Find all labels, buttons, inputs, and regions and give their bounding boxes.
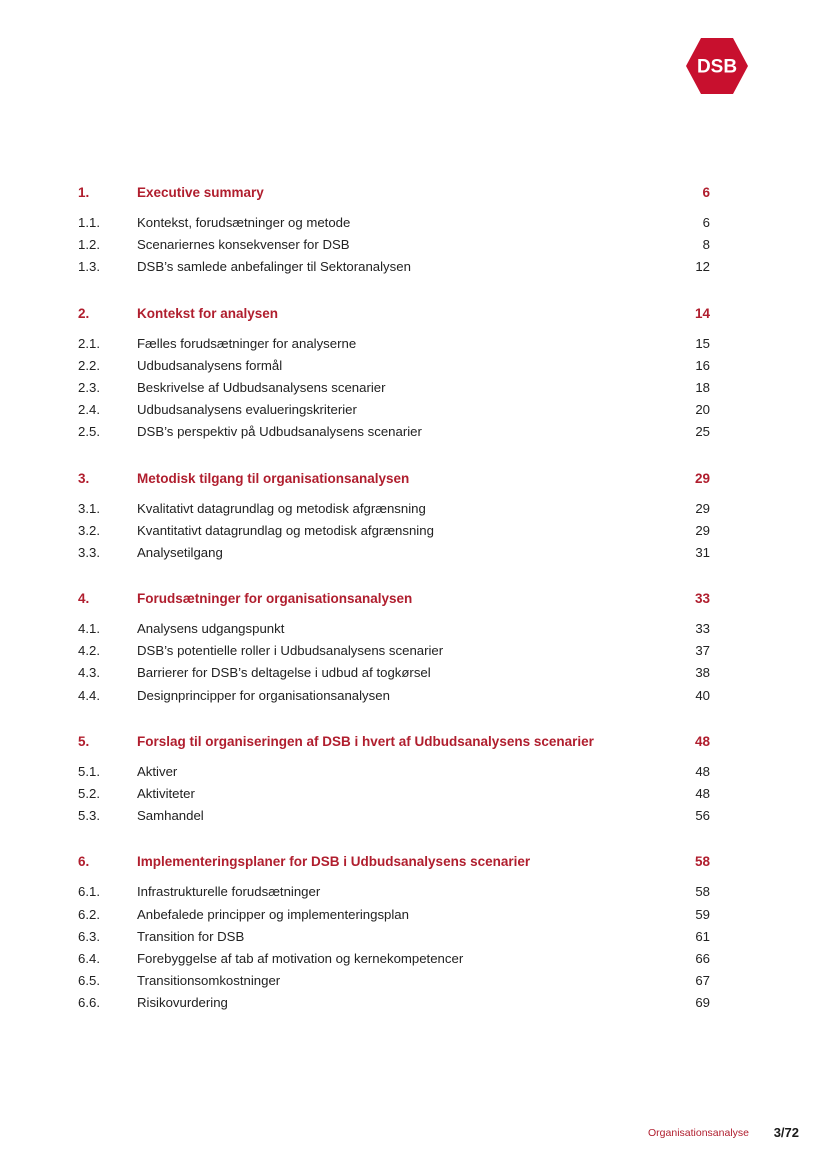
toc-section	[78, 734, 710, 831]
entry-number: 4.1.	[78, 621, 100, 637]
page-footer	[0, 1125, 827, 1145]
entry-number: 2.3.	[78, 379, 100, 395]
toc-section	[78, 471, 710, 568]
entry-page: 8	[702, 237, 710, 253]
entry-number: 3.1.	[78, 500, 100, 516]
section-page: 58	[694, 854, 710, 870]
entry-number: 3.2.	[78, 522, 100, 538]
entry-page: 6	[702, 215, 710, 230]
section-title: Forslag til organiseringen af DSB i hvert af Udbudsanalysens scenarier	[137, 733, 594, 749]
toc-entry[interactable]	[78, 621, 710, 643]
section-page: 48	[694, 733, 710, 749]
entry-number: 5.2.	[78, 786, 100, 801]
entry-page: 38	[695, 665, 710, 681]
entry-title: Anbefalede principper og implementeringsplan	[137, 906, 409, 922]
entry-number: 1.2.	[78, 237, 100, 253]
toc-entry[interactable]	[78, 358, 710, 380]
entry-page: 56	[695, 808, 710, 824]
entry-title: DSB’s perspektiv på Udbudsanalysens scenarier	[137, 424, 422, 440]
section-title: Forudsætninger for organisationsanalysen	[137, 591, 413, 607]
toc-entry[interactable]	[78, 786, 710, 808]
toc-entry[interactable]	[78, 545, 710, 567]
entry-title: Udbudsanalysens evalueringskriterier	[137, 402, 357, 418]
entry-title: Aktiver	[137, 763, 178, 779]
entry-number: 2.5.	[78, 424, 100, 440]
entry-title: Analysens udgangspunkt	[137, 621, 285, 637]
toc-entry[interactable]	[78, 973, 710, 995]
dsb-logo-text: DSB	[696, 56, 738, 78]
entry-page: 59	[695, 906, 710, 922]
entry-page: 66	[695, 950, 710, 966]
entry-title: Transition for DSB	[137, 928, 245, 944]
entry-title: Samhandel	[137, 808, 204, 824]
entry-number: 4.2.	[78, 643, 100, 659]
toc-section	[78, 591, 710, 710]
toc-entry[interactable]	[78, 643, 710, 665]
section-number: 5.	[78, 733, 90, 749]
entry-number: 5.3.	[78, 808, 100, 824]
entry-page: 20	[695, 402, 710, 418]
entry-page: 12	[695, 259, 710, 275]
entry-page: 16	[695, 357, 710, 373]
entry-page: 18	[695, 379, 710, 395]
toc-entry[interactable]	[78, 402, 710, 424]
entry-title: Scenariernes konsekvenser for DSB	[137, 237, 350, 253]
entry-title: Udbudsanalysens formål	[137, 357, 283, 373]
entry-number: 4.3.	[78, 665, 100, 681]
section-page: 14	[694, 305, 710, 321]
entry-page: 48	[695, 763, 710, 779]
toc-entry[interactable]	[78, 380, 710, 402]
section-page: 6	[702, 185, 710, 200]
toc-section-heading[interactable]	[78, 471, 710, 493]
section-number: 6.	[78, 854, 90, 870]
toc-entry[interactable]	[78, 764, 710, 786]
entry-page: 40	[695, 687, 710, 703]
entry-number: 6.2.	[78, 906, 100, 922]
entry-title: Fælles forudsætninger for analyserne	[137, 335, 357, 351]
entry-number: 3.3.	[78, 544, 100, 560]
entry-title: DSB’s potentielle roller i Udbudsanalysens scenarier	[137, 643, 444, 659]
entry-page: 29	[695, 522, 710, 538]
entry-number: 6.1.	[78, 884, 100, 900]
toc-section	[78, 306, 710, 447]
entry-page: 37	[695, 643, 710, 659]
section-page: 29	[694, 470, 710, 486]
entry-page: 48	[695, 786, 710, 801]
toc-section-heading[interactable]	[78, 854, 710, 876]
section-number: 1.	[78, 185, 90, 200]
toc-entry[interactable]	[78, 688, 710, 710]
entry-page: 67	[695, 973, 710, 989]
entry-page: 69	[695, 995, 710, 1011]
toc-entry[interactable]	[78, 665, 710, 687]
dsb-logo-mark	[686, 38, 748, 94]
toc-section-heading[interactable]	[78, 591, 710, 613]
footer-page-number: 3/72	[773, 1125, 799, 1140]
entry-title: Kvalitativt datagrundlag og metodisk afgrænsning	[137, 500, 426, 516]
entry-title: Risikovurdering	[137, 995, 228, 1011]
entry-number: 2.2.	[78, 357, 100, 373]
entry-title: Infrastrukturelle forudsætninger	[137, 884, 321, 900]
toc-section	[78, 854, 710, 1017]
entry-title: Aktiviteter	[137, 786, 195, 801]
entry-number: 2.4.	[78, 402, 100, 418]
entry-number: 6.6.	[78, 995, 100, 1011]
entry-title: Kontekst, forudsætninger og metode	[137, 215, 351, 230]
section-number: 4.	[78, 591, 90, 607]
entry-title: Kvantitativt datagrundlag og metodisk afgrænsning	[137, 522, 434, 538]
entry-number: 6.3.	[78, 928, 100, 944]
entry-title: Analysetilgang	[137, 544, 223, 560]
entry-number: 5.1.	[78, 763, 100, 779]
entry-page: 33	[695, 621, 710, 637]
toc-entry[interactable]	[78, 215, 710, 237]
entry-title: Forebyggelse af tab af motivation og kernekompetencer	[137, 950, 464, 966]
section-title: Executive summary	[137, 185, 264, 200]
toc-entry[interactable]	[78, 501, 710, 523]
entry-page: 31	[695, 544, 710, 560]
toc-entry[interactable]	[78, 808, 710, 830]
toc-section-heading[interactable]	[78, 185, 710, 207]
entry-page: 25	[695, 424, 710, 440]
entry-title: Designprincipper for organisationsanalysen	[137, 687, 390, 703]
toc-section	[78, 185, 710, 282]
section-title: Kontekst for analysen	[137, 305, 279, 321]
entry-page: 15	[695, 335, 710, 351]
toc-section-heading[interactable]	[78, 734, 710, 756]
entry-number: 2.1.	[78, 335, 100, 351]
toc-entry[interactable]	[78, 907, 710, 929]
toc-entry[interactable]	[78, 259, 710, 281]
toc-entry[interactable]	[78, 884, 710, 906]
entry-number: 4.4.	[78, 687, 100, 703]
toc-entry[interactable]	[78, 237, 710, 259]
section-title: Metodisk tilgang til organisationsanalysen	[137, 470, 410, 486]
section-page: 33	[694, 591, 710, 607]
section-number: 3.	[78, 470, 90, 486]
toc-entry[interactable]	[78, 523, 710, 545]
table-of-contents	[78, 185, 710, 1042]
entry-number: 6.5.	[78, 973, 100, 989]
toc-entry[interactable]	[78, 336, 710, 358]
section-title: Implementeringsplaner for DSB i Udbudsanalysens scenarier	[137, 854, 531, 870]
entry-number: 6.4.	[78, 950, 100, 966]
entry-title: DSB’s samlede anbefalinger til Sektoranalysen	[137, 259, 411, 275]
entry-page: 61	[695, 928, 710, 944]
entry-number: 1.1.	[78, 215, 100, 230]
section-number: 2.	[78, 305, 90, 321]
entry-page: 58	[695, 884, 710, 900]
entry-title: Transitionsomkostninger	[137, 973, 281, 989]
toc-entry[interactable]	[78, 424, 710, 446]
entry-page: 29	[695, 500, 710, 516]
entry-title: Beskrivelse af Udbudsanalysens scenarier	[137, 379, 386, 395]
toc-section-heading[interactable]	[78, 306, 710, 328]
entry-title: Barrierer for DSB’s deltagelse i udbud af togkørsel	[137, 665, 431, 681]
toc-entry[interactable]	[78, 951, 710, 973]
entry-number: 1.3.	[78, 259, 100, 275]
toc-entry[interactable]	[78, 929, 710, 951]
dsb-logo	[686, 38, 748, 94]
footer-document-title: Organisationsanalyse	[648, 1127, 749, 1139]
toc-entry[interactable]	[78, 995, 710, 1017]
